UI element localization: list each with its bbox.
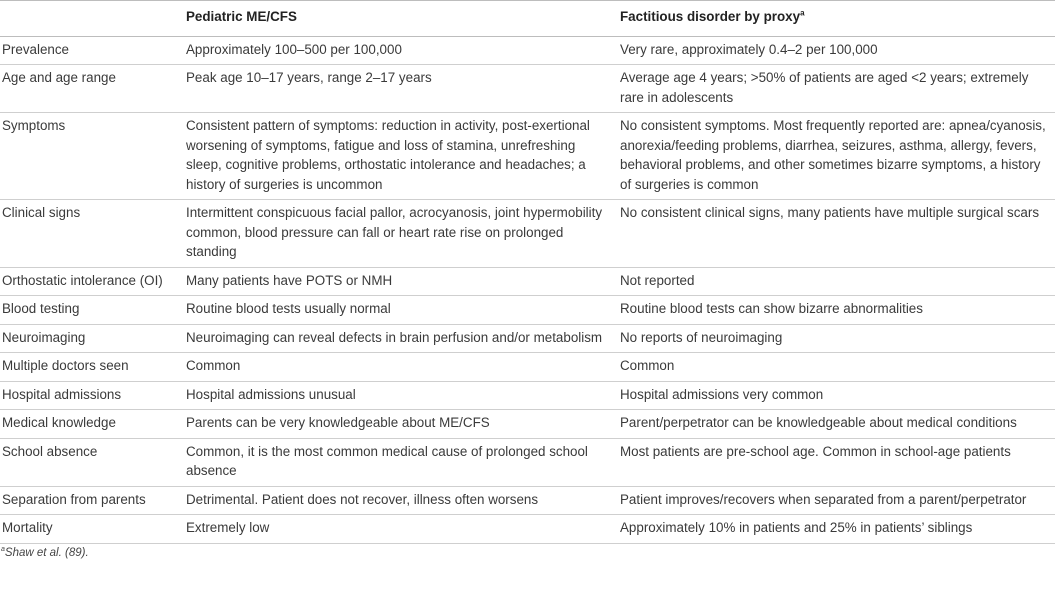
factitious-disorder-cell: Routine blood tests can show bizarre abnormalities xyxy=(612,296,1055,325)
pediatric-mecfs-cell: Peak age 10–17 years, range 2–17 years xyxy=(178,65,612,113)
table-body xyxy=(0,36,1055,543)
footnote-text: Shaw et al. (89). xyxy=(4,546,89,559)
table-row xyxy=(0,267,1055,296)
factitious-disorder-cell: Patient improves/recovers when separated from a parent/perpetrator xyxy=(612,486,1055,515)
header-pediatric-mecfs-label: Pediatric ME/CFS xyxy=(186,9,297,24)
table-header-row xyxy=(0,1,1055,37)
pediatric-mecfs-cell: Extremely low xyxy=(178,515,612,544)
factitious-disorder-cell: No reports of neuroimaging xyxy=(612,324,1055,353)
table-footnote xyxy=(0,544,1055,559)
pediatric-mecfs-cell: Neuroimaging can reveal defects in brain perfusion and/or metabolism xyxy=(178,324,612,353)
header-footnote-marker: a xyxy=(800,8,805,18)
row-label-cell: Multiple doctors seen xyxy=(0,353,178,382)
header-empty xyxy=(0,1,178,37)
pediatric-mecfs-cell: Common, it is the most common medical cause of prolonged school absence xyxy=(178,438,612,486)
table-row xyxy=(0,200,1055,268)
factitious-disorder-cell: Parent/perpetrator can be knowledgeable about medical conditions xyxy=(612,410,1055,439)
row-label-cell: Hospital admissions xyxy=(0,381,178,410)
factitious-disorder-cell: Common xyxy=(612,353,1055,382)
header-factitious-disorder-label: Factitious disorder by proxy xyxy=(620,9,801,24)
factitious-disorder-cell: Approximately 10% in patients and 25% in patients’ siblings xyxy=(612,515,1055,544)
pediatric-mecfs-cell: Hospital admissions unusual xyxy=(178,381,612,410)
row-label-cell: Separation from parents xyxy=(0,486,178,515)
row-label-cell: Clinical signs xyxy=(0,200,178,268)
factitious-disorder-cell: Hospital admissions very common xyxy=(612,381,1055,410)
row-label-cell: Medical knowledge xyxy=(0,410,178,439)
row-label-cell: Symptoms xyxy=(0,113,178,200)
row-label-cell: Orthostatic intolerance (OI) xyxy=(0,267,178,296)
pediatric-mecfs-cell: Common xyxy=(178,353,612,382)
row-label-cell: Age and age range xyxy=(0,65,178,113)
factitious-disorder-cell: Very rare, approximately 0.4–2 per 100,000 xyxy=(612,36,1055,65)
factitious-disorder-cell: No consistent symptoms. Most frequently reported are: apnea/cyanosis, anorexia/feeding problems, diarrhea, seizures, asthma, allergy, fevers, behavioral problems, and other sometimes bizarre symptoms, a history of surgeries is common xyxy=(612,113,1055,200)
pediatric-mecfs-cell: Approximately 100–500 per 100,000 xyxy=(178,36,612,65)
row-label-cell: Prevalence xyxy=(0,36,178,65)
table-row xyxy=(0,113,1055,200)
factitious-disorder-cell: Most patients are pre-school age. Common in school-age patients xyxy=(612,438,1055,486)
table-row xyxy=(0,515,1055,544)
factitious-disorder-cell: No consistent clinical signs, many patients have multiple surgical scars xyxy=(612,200,1055,268)
pediatric-mecfs-cell: Routine blood tests usually normal xyxy=(178,296,612,325)
table-row xyxy=(0,486,1055,515)
row-label-cell: Mortality xyxy=(0,515,178,544)
pediatric-mecfs-cell: Detrimental. Patient does not recover, illness often worsens xyxy=(178,486,612,515)
pediatric-mecfs-cell: Consistent pattern of symptoms: reduction in activity, post-exertional worsening of symptoms, fatigue and loss of stamina, unrefreshing sleep, cognitive problems, orthostatic intolerance and headaches; a history of surgeries is uncommon xyxy=(178,113,612,200)
row-label-cell: Blood testing xyxy=(0,296,178,325)
table-row xyxy=(0,296,1055,325)
table-row xyxy=(0,410,1055,439)
row-label-cell: Neuroimaging xyxy=(0,324,178,353)
table-row xyxy=(0,65,1055,113)
factitious-disorder-cell: Not reported xyxy=(612,267,1055,296)
header-factitious-disorder xyxy=(612,1,1055,37)
footnote-marker: a xyxy=(1,545,5,553)
row-label-cell: School absence xyxy=(0,438,178,486)
pediatric-mecfs-cell: Parents can be very knowledgeable about ME/CFS xyxy=(178,410,612,439)
table-row xyxy=(0,381,1055,410)
pediatric-mecfs-cell: Intermittent conspicuous facial pallor, acrocyanosis, joint hypermobility common, blood pressure can fall or heart rate rise on prolonged standing xyxy=(178,200,612,268)
header-pediatric-mecfs xyxy=(178,1,612,37)
factitious-disorder-cell: Average age 4 years; >50% of patients are aged <2 years; extremely rare in adolescents xyxy=(612,65,1055,113)
table-row xyxy=(0,324,1055,353)
pediatric-mecfs-cell: Many patients have POTS or NMH xyxy=(178,267,612,296)
table-row xyxy=(0,36,1055,65)
table-row xyxy=(0,353,1055,382)
table-row xyxy=(0,438,1055,486)
